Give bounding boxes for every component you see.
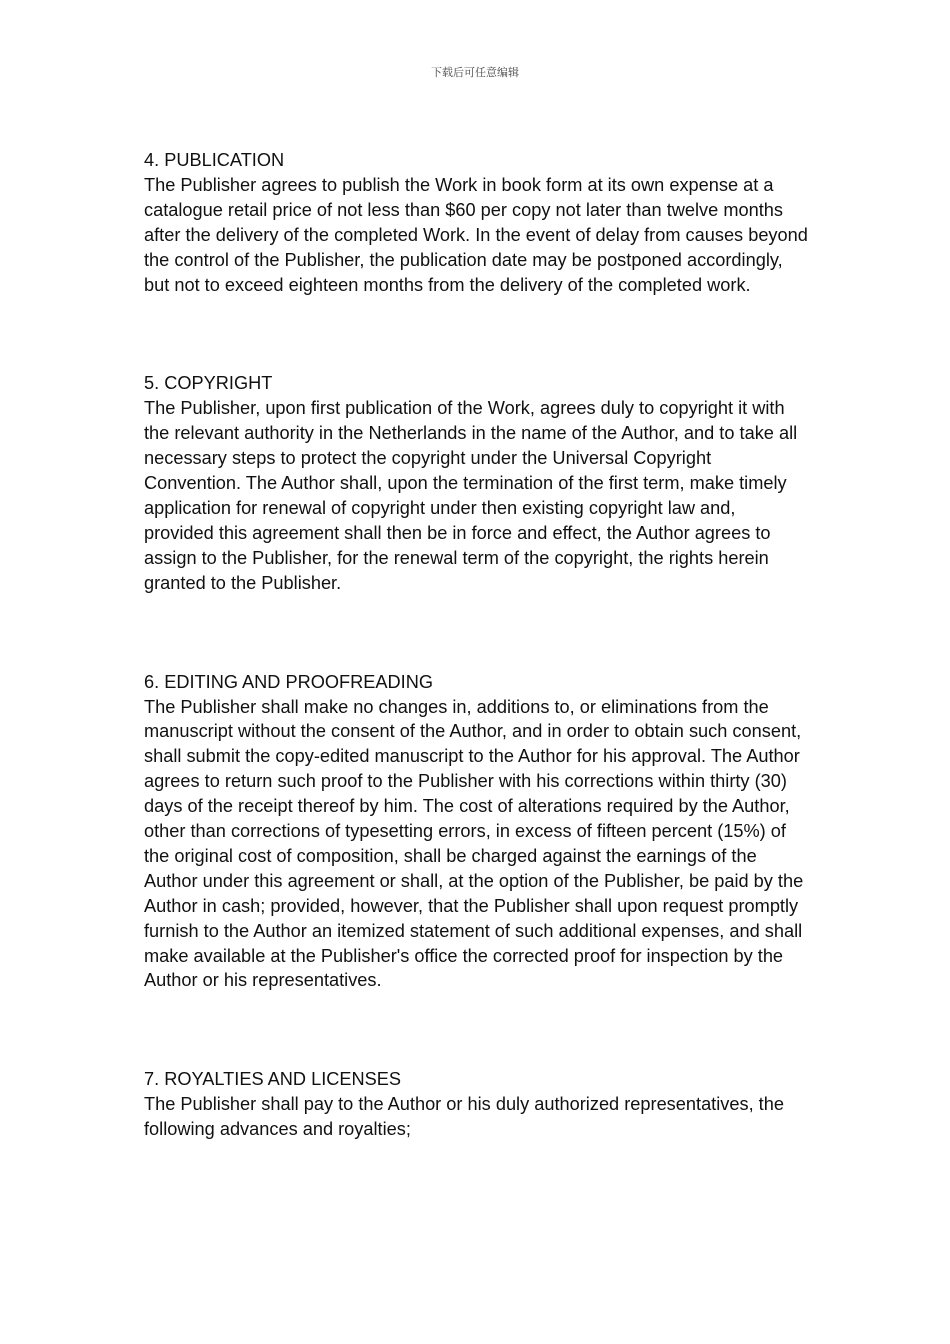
section-copyright <box>144 371 808 595</box>
section-paragraph: The Publisher shall pay to the Author or his duly authorized representatives, the following advances and royalties; <box>144 1094 784 1140</box>
page-header: 下载后可任意编辑 <box>431 66 519 79</box>
section-publication <box>144 148 808 297</box>
section-heading: 7. ROYALTIES AND LICENSES <box>144 1069 402 1090</box>
section-heading: 4. PUBLICATION <box>144 150 285 170</box>
section-paragraph: The Publisher shall make no changes in, additions to, or eliminations from the manuscript without the consent of the Author, and in order to obtain such consent, shall submit the copy-edited manuscript to the Author for his approval. The Author agrees to return such proof to the Publisher with his corrections within thirty (30) days of the receipt thereof by him. The cost of alterations required by the Author, other than corrections of typesetting errors, in excess of fifteen percent (15%) of the original cost of composition, shall be charged against the earnings of the Author under this agreement or shall, at the option of the Publisher, be paid by the Author in cash; provided, however, that the Publisher shall upon request promptly furnish to the Author an itemized statement of such additional expenses, and shall make available at the Publisher's office the corrected proof for inspection by the Author or his representatives. <box>144 696 804 991</box>
section-heading: 6. EDITING AND PROOFREADING <box>144 671 434 692</box>
section-heading: 5. COPYRIGHT <box>144 373 273 394</box>
section-editing-and-proofreading <box>144 670 808 994</box>
section-paragraph: The Publisher, upon first publication of the Work, agrees duly to copyright it with the relevant authority in the Netherlands in the name of the Author, and to take all necessary steps to protect the copyright under the Universal Copyright Convention. The Author shall, upon the termination of the first term, make timely application for renewal of copyright under then existing copyright law and, provided this agreement shall then be in force and effect, the Author agrees to assign to the Publisher, for the renewal term of the copyright, the rights herein granted to the Publisher. <box>144 398 798 593</box>
section-royalties-and-licenses <box>144 1067 808 1142</box>
section-paragraph: The Publisher agrees to publish the Work in book form at its own expense at a catalogue retail price of not less than $60 per copy not later than twelve months after the delivery of the completed Work. In the event of delay from causes beyond the control of the Publisher, the publication date may be postponed accordingly, but not to exceed eighteen months from the delivery of the completed work. <box>144 174 808 295</box>
document-body <box>144 148 808 1142</box>
